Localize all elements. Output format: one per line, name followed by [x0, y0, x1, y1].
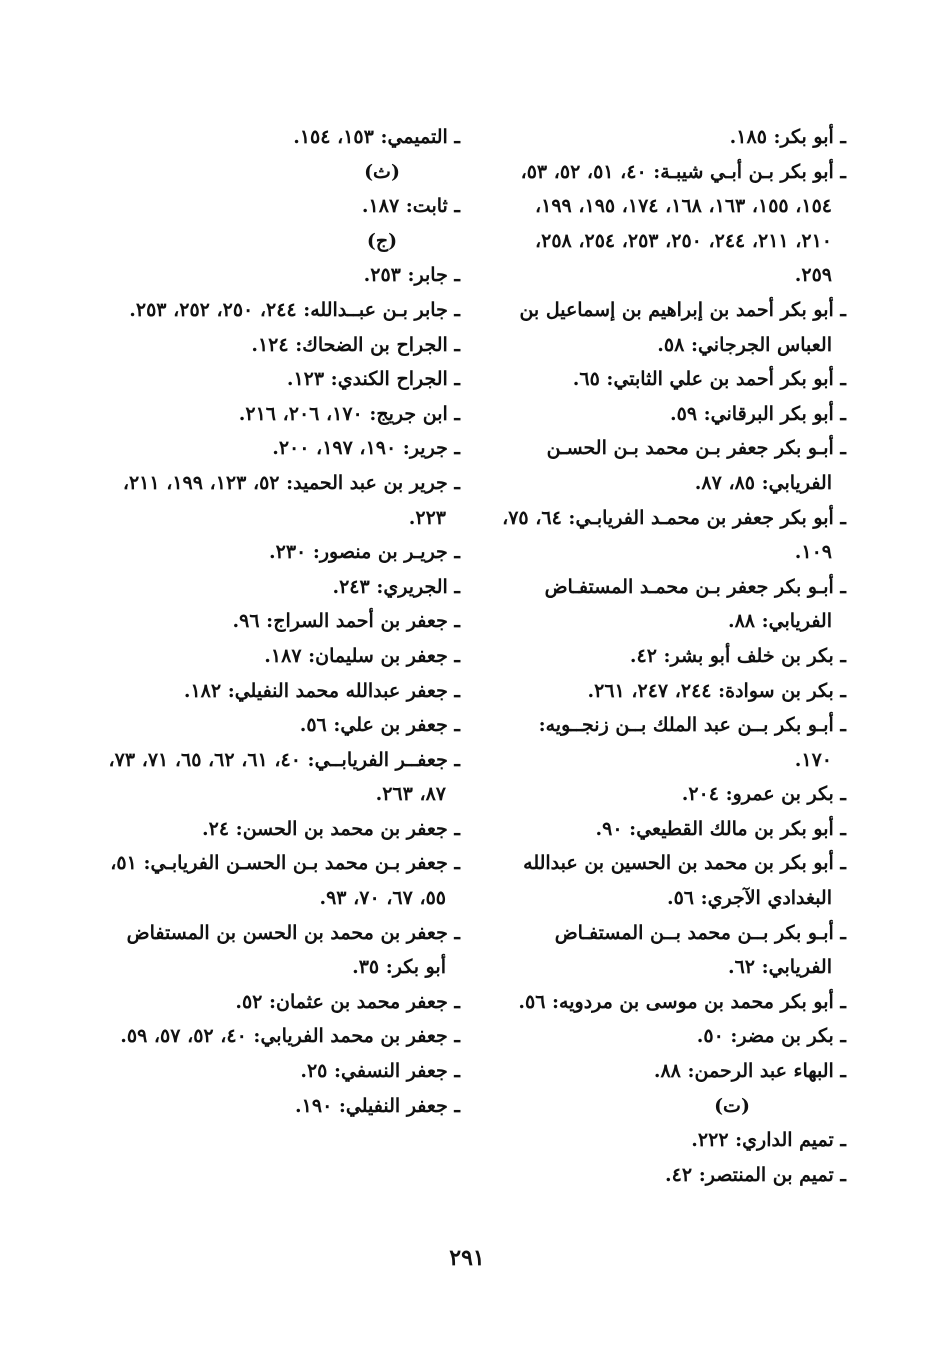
- index-entry: ـ جعفر بن محمد الفريابي: ٤٠، ٥٢، ٥٧، ٥٩.: [120, 1025, 460, 1048]
- section-letter-heading: (ث): [364, 160, 400, 183]
- left-column: [104, 120, 460, 1123]
- index-entry: ـ تميم بن المنتصر: ٤٢.: [665, 1163, 846, 1186]
- index-entry: ـ جرير: ١٩٠، ١٩٧، ٢٠٠.: [272, 437, 460, 460]
- index-entry: ـ البهاء عبد الرحمن: ٨٨.: [653, 1060, 846, 1083]
- index-entry: ـ أبو بكر أحمد بن علي الثابتي: ٦٥.: [572, 368, 846, 391]
- index-entry: ـ جعفر بن علي: ٥٦.: [299, 714, 460, 737]
- index-entry: ـ جعفر بن أحمد السراج: ٩٦.: [232, 610, 460, 633]
- index-entry: ـ بكر بن عمرو: ٢٠٤.: [681, 783, 846, 806]
- index-entry: ـ أبو بكر بـن أبـي شيبـة: ٤٠، ٥١، ٥٢، ٥٣، ١٥٤، ١٥٥، ١٦٣، ١٦٨، ١٧٤، ١٩٥، ١٩٩، ٢١٠، ٢١١، ٢٤٤، ٢٥٠، ٢٥٣، ٢٥٤، ٢٥٨، ٢٥٩.: [520, 160, 846, 287]
- index-entry: ـ أبو بكر أحمد بن إبراهيم بن إسماعيل بن العباس الجرجاني: ٥٨.: [519, 298, 846, 356]
- section-letter-heading: (ج): [366, 229, 398, 252]
- index-entry: ـ أبو بكر البرقاني: ٥٩.: [669, 402, 846, 425]
- index-entry: ـ جعفر النفيلي: ١٩٠.: [295, 1094, 460, 1117]
- index-entry: ـ جعفر بن محمد بن الحسن بن المستفاض أبو بكر: ٣٥.: [126, 921, 460, 979]
- index-entry: ـ تميم الداري: ٢٢٢.: [691, 1129, 846, 1152]
- index-entry: ـ أبو بكر محمد بن موسى بن مردويه: ٥٦.: [518, 990, 846, 1013]
- index-entry: ـ أبـو بكر بــن عبد الملك بــن زنجــويه: ١٧٠.: [538, 714, 846, 771]
- index-entry: ـ أبـو بكر جعفر بـن محمـد المستفـاض الفريابي: ٨٨.: [544, 575, 846, 633]
- index-entry: ـ بكر بن سوادة: ٢٤٤، ٢٤٧، ٢٦١.: [587, 679, 846, 702]
- index-entry: ـ بكر بن خلف أبو بشر: ٤٢.: [629, 644, 846, 667]
- index-entry: ـ أبو بكر: ١٨٥.: [729, 126, 846, 148]
- index-entry: ـ جعفر النسفي: ٢٥.: [300, 1060, 460, 1083]
- index-entry: ـ ثابت: ١٨٧.: [361, 195, 460, 218]
- index-entry: ـ الجريري: ٢٤٣.: [332, 575, 460, 598]
- index-entry: ـ التميمي: ١٥٣، ١٥٤.: [293, 126, 460, 148]
- index-entry: ـ أبـو بكر جعفر بـن محمد بـن الحسـن الفريابي: ٨٥، ٨٧.: [546, 437, 846, 494]
- index-entry: ـ أبو بكر بن محمد بن الحسين بن عبدالله البغدادي الآجري: ٥٦.: [523, 852, 846, 910]
- index-entry: ـ ابن جريج: ١٧٠، ٢٠٦، ٢١٦.: [238, 402, 460, 425]
- index-entry: ـ جعفــر الفريابــي: ٤٠، ٦١، ٦٢، ٦٥، ٧١، ٧٣، ٨٧، ٢٦٣.: [108, 748, 460, 806]
- section-letter-heading: (ت): [714, 1094, 750, 1117]
- index-entry: ـ بكر بن مضر: ٥٠.: [696, 1025, 846, 1048]
- page-number: ٢٩١: [449, 1245, 485, 1271]
- index-entry: ـ جابر بـن عبــدالله: ٢٤٤، ٢٥٠، ٢٥٢، ٢٥٣.: [129, 298, 460, 321]
- right-column: [498, 120, 846, 1192]
- index-entry: ـ جرير بن عبد الحميد: ٥٢، ١٢٣، ١٩٩، ٢١١، ٢٢٣.: [122, 471, 460, 529]
- index-entry: ـ أبو بكر بن مالك القطيعي: ٩٠.: [595, 817, 846, 840]
- index-entry: ـ أبـو بكر بــن محمد بــن المستفـاض الفريابي: ٦٢.: [554, 921, 846, 979]
- index-entry: ـ جعفر محمد بن عثمان: ٥٢.: [235, 990, 460, 1013]
- index-entry: ـ الجراح بن الضحاك: ١٢٤.: [251, 333, 460, 356]
- index-entry: ـ جابر: ٢٥٣.: [363, 264, 460, 287]
- index-entry: ـ أبو بكر جعفر بن محمـد الفريابـي: ٦٤، ٧٥، ١٠٩.: [502, 506, 846, 564]
- index-entry: ـ جعفر بن محمد بن الحسن: ٢٤.: [202, 817, 460, 840]
- index-entry: ـ جعفر بـن محمد بـن الحسـن الفريابـي: ٥١، ٥٥، ٦٧، ٧٠، ٩٣.: [110, 852, 460, 910]
- index-entry: ـ جعفر بن سليمان: ١٨٧.: [264, 644, 460, 667]
- index-entry: ـ جريـر بن منصور: ٢٣٠.: [269, 541, 460, 564]
- index-entry: ـ الجراح الكندي: ١٢٣.: [286, 368, 460, 391]
- index-entry: ـ جعفر عبدالله محمد النفيلي: ١٨٢.: [183, 679, 460, 702]
